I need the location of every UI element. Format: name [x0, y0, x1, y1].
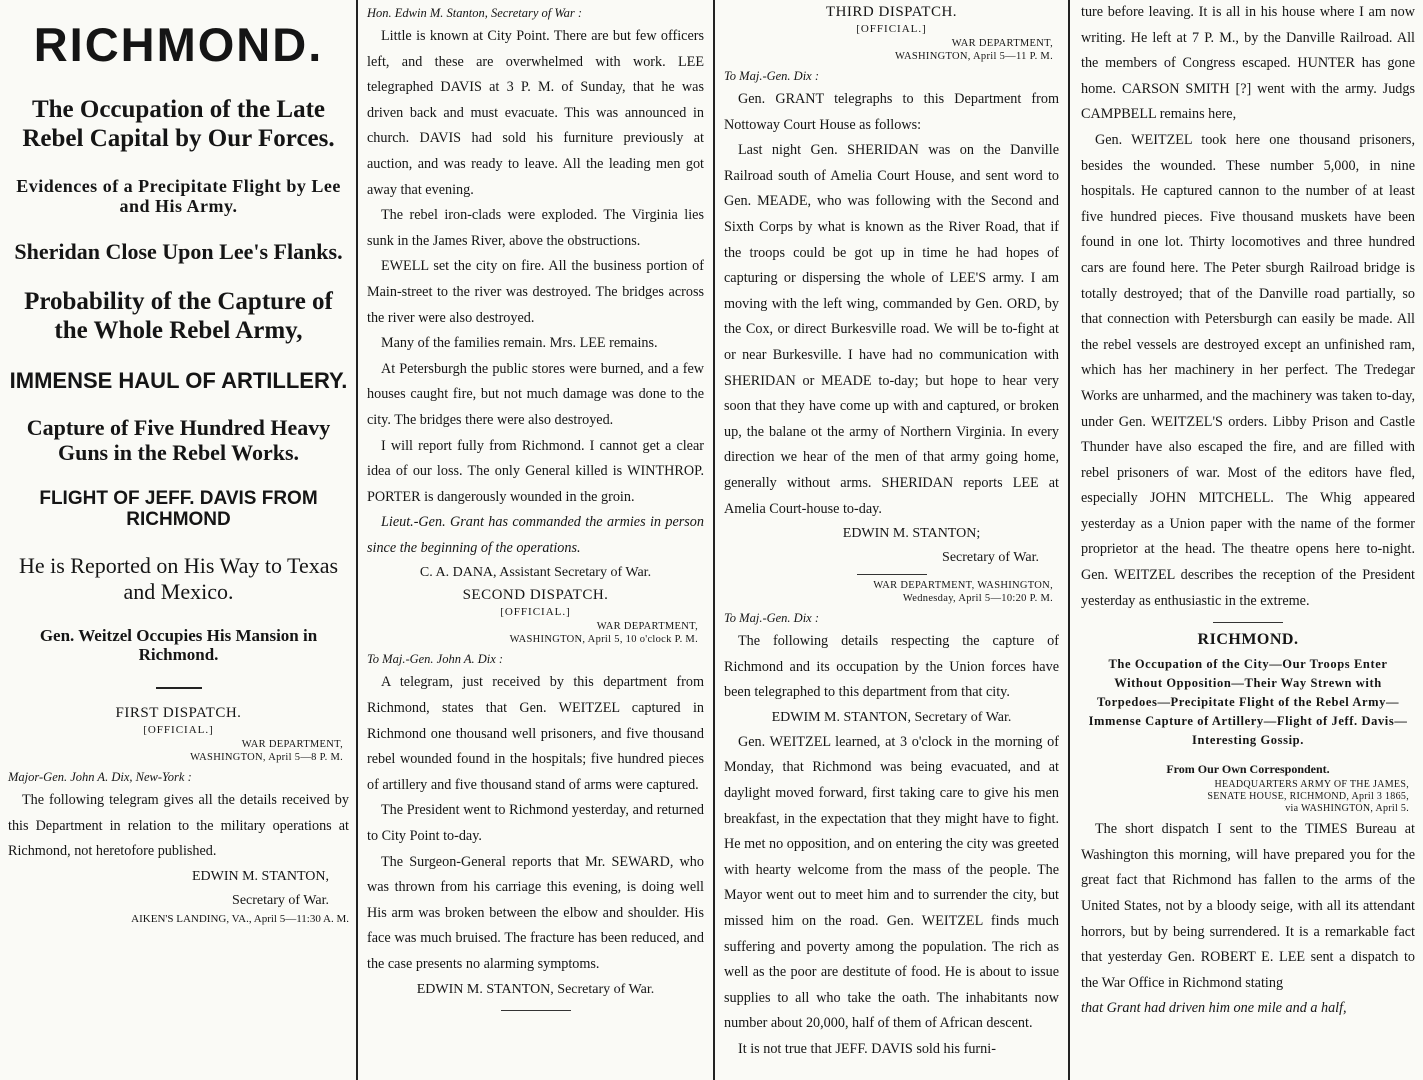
headline-weitzel: Gen. Weitzel Occupies His Mansion in Richmond.	[39, 625, 318, 665]
signature: C. A. DANA, Assistant Secretary of War.	[419, 565, 652, 581]
dateline	[8, 738, 343, 764]
column-4	[1069, 0, 1423, 1080]
signature: EDWIM M. STANTON, Secretary of War.	[771, 709, 1012, 725]
signature-title: Secretary of War.	[232, 892, 329, 908]
paragraph: The President went to Richmond yesterday, and returned to City Point to-day.	[367, 802, 704, 845]
paragraph: I will report fully from Richmond. I cannot get a clear idea of our loss. The only General killed is WINTHROP. PORTER is dangerously wounded in the groin.	[367, 437, 704, 505]
headline-probability: Probability of the Capture of the Whole Rebel Army,	[24, 288, 333, 344]
paragraph: The rebel iron-clads were exploded. The Virginia lies sunk in the James River, above the obstructions.	[367, 207, 704, 249]
divider	[156, 687, 202, 689]
dateline	[724, 579, 1053, 605]
dateline-line: via WASHINGTON, April 5.	[1285, 803, 1409, 815]
paragraph: ture before leaving. It is all in his house where I am now writing. He left at 7 P. M., by the Danville Railroad. All the members of Congress escaped. HUNTER has gone home. CARSON SMITH [?] went with the army. Judgs CAMPBELL remains here,	[1081, 4, 1415, 123]
headline-evidences: Evidences of a Precipitate Flight by Lee and His Army.	[16, 175, 341, 217]
section-headline: RICHMOND.	[1197, 631, 1299, 649]
paragraph: Many of the families remain. Mrs. LEE remains.	[381, 335, 658, 352]
paragraph: At Petersburgh the public stores were burned, and a few houses caught fire, but not much damage was done to the city. The bridges there were also destroyed.	[367, 360, 704, 428]
paragraph: The short dispatch I sent to the TIMES Bureau at Washington this morning, will have prepared you for the great fact that Richmond has fallen to the arms of the United States, not by a bloody seige, with all its attendant horrors, but by being surrendered. It is a remarkable fact that yesterday Gen. ROBERT E. LEE sent a dispatch to the War Office in Richmond stating	[1081, 821, 1415, 991]
official-label: [OFFICIAL.]	[143, 723, 214, 736]
dateline-footer: AIKEN'S LANDING, VA., April 5—11:30 A. M.	[131, 912, 349, 925]
dateline-line: WAR DEPARTMENT,	[241, 738, 343, 750]
paragraph: The following details respecting the capture of Richmond and its occupation by the Union forces have been telegraphed to this department from that city.	[724, 633, 1059, 701]
dateline-line: SENATE HOUSE, RICHMOND, April 3 1865,	[1207, 791, 1409, 803]
dateline-line: WASHINGTON, April 5—8 P. M.	[190, 751, 343, 763]
dispatch-title: THIRD DISPATCH.	[825, 4, 958, 20]
paragraph: Last night Gen. SHERIDAN was on the Danville Railroad south of Amelia Court House, and sent word to Gen. MEADE, who was following with the Second and Sixth Corps by what is known as the River Road, that if the troops could be got up in time he had hopes of capturing or dispersing the whole of LEE'S army. I am moving with the left wing, commanded by Gen. ORD, by the Cox, or direct Burkesville road. We will be to-fight at or near Burkesville. I have had no communication with SHERIDAN or MEADE to-day; but hope to hear very soon that they have come up with and captured, or broken up, the balane ot the army of Northern Virginia. In every direction we hear of the men of that army going home, generally without arms. SHERIDAN reports LEE at Amelia Court-house to-day.	[724, 142, 1059, 517]
dateline-line: HEADQUARTERS ARMY OF THE JAMES,	[1214, 779, 1409, 791]
divider	[501, 1010, 571, 1011]
paragraph: The following telegram gives all the details received by this Department in relation to the military operations at Richmond, not heretofore published.	[8, 791, 349, 860]
divider	[1213, 622, 1283, 623]
addressee: Hon. Edwin M. Stanton, Secretary of War :	[367, 6, 583, 20]
headline-occupation: The Occupation of the Late Rebel Capital by Our Forces.	[22, 96, 335, 152]
divider	[857, 574, 927, 575]
addressee: To Maj.-Gen. Dix :	[724, 611, 820, 626]
column-3	[714, 0, 1069, 1080]
headline-capture-guns: Capture of Five Hundred Heavy Guns in the Rebel Works.	[26, 415, 331, 466]
signature: EDWIN M. STANTON, Secretary of War.	[416, 981, 655, 997]
dateline	[724, 37, 1053, 63]
dateline-line: WAR DEPARTMENT, WASHINGTON,	[873, 580, 1053, 592]
headline-texas: He is Reported on His Way to Texas and Mexico.	[18, 553, 339, 604]
dateline	[1081, 779, 1409, 815]
dateline-line: WASHINGTON, April 5—11 P. M.	[894, 51, 1053, 62]
paragraph: Little is known at City Point. There are but few officers left, and these are overwhelmed with work. LEE telegraphed DAVIS at 3 P. M. of Sunday, that he was driven back and must evacuate. This was announced in church. DAVIS had sold his furniture previously at auction, and was ready to leave. All the leading men got away that evening.	[367, 28, 704, 198]
dispatch-title: SECOND DISPATCH.	[462, 587, 609, 604]
paragraph: Gen. WEITZEL took here one thousand prisoners, besides the wounded. These number 5,000, in nine hospitals. He captured cannon to the number of at least five hundred pieces. Five thousand muskets have been found in one lot. Thirty locomotives and three hundred cars are found here. The Peter sburgh Railroad bridge is totally destroyed; that of the Danville road partially, so that connection with Petersburgh can easily be made. All the rebel vessels are destroyed except an unfinished ram, which has her machinery in her perfect. The Tredegar Works are unharmed, and the machinery was taken to-day, under Gen. WEITZEL'S orders. Libby Prison and Castle Thunder have also escaped the fire, and are filled with rebel prisoners of war. Most of the editors have fled, especially JOHN MITCHELL. The Whig appeared yesterday as a Union paper with the name of the former proprietor at the head. The theatre opens here to-night. Gen. WEITZEL describes the reception of the President yesterday as enthusiastic in the extreme.	[1081, 131, 1415, 609]
addressee: To Maj.-Gen. Dix :	[724, 69, 820, 83]
official-label: [OFFICIAL.]	[856, 23, 927, 35]
dateline-line: WASHINGTON, April 5, 10 o'clock P. M.	[509, 634, 698, 646]
paragraph: EWELL set the city on fire. All the business portion of Main-street to the river was destroyed. The bridges across the river were also destroyed.	[367, 258, 704, 326]
signature-name: EDWIN M. STANTON;	[842, 526, 981, 542]
paragraph: Gen. GRANT telegraphs to this Department from Nottoway Court House as follows:	[724, 91, 1059, 133]
addressee: Major-Gen. John A. Dix, New-York :	[8, 769, 192, 784]
paragraph: Lieut.-Gen. Grant has commanded the armies in person since the beginning of the operations.	[367, 514, 704, 556]
paragraph: that Grant had driven him one mile and a half,	[1081, 1000, 1347, 1017]
dateline	[367, 620, 698, 646]
signature-title: Secretary of War.	[942, 550, 1039, 566]
paragraph: A telegram, just received by this department from Richmond, states that Gen. WEITZEL captured in Richmond one thousand well prisoners, and five thousand rebel wounded found in the hospitals; five hundred pieces of artillery and five thousand stand of arms were captured.	[367, 674, 704, 793]
addressee: To Maj.-Gen. John A. Dix :	[367, 652, 504, 667]
official-label: [OFFICIAL.]	[500, 606, 571, 619]
headline-sheridan: Sheridan Close Upon Lee's Flanks.	[14, 238, 343, 264]
dateline-line: WAR DEPARTMENT,	[596, 621, 698, 633]
column-1	[0, 0, 357, 1080]
paragraph: The Surgeon-General reports that Mr. SEWARD, who was thrown from his carriage this evening, is doing well His arm was broken between the elbow and shoulder. His face was much bruised. The fracture has been reduced, and the case presents no alarming symptoms.	[367, 853, 704, 972]
dateline-line: Wednesday, April 5—10:20 P. M.	[902, 593, 1053, 605]
section-subhead: The Occupation of the City—Our Troops Enter Without Opposition—Their Way Strewn with Torpedoes—Precipitate Flight of the Rebel Army—Immense Capture of Artillery—Flight of Jeff. Davis—Interesting Gossip.	[1088, 657, 1408, 748]
dateline-line: WAR DEPARTMENT,	[951, 38, 1053, 49]
signature-name: EDWIN M. STANTON,	[191, 868, 329, 884]
headline-artillery: IMMENSE HAUL OF ARTILLERY.	[9, 367, 348, 393]
main-headline: RICHMOND.	[33, 18, 324, 71]
dispatch-title: FIRST DISPATCH.	[115, 704, 242, 721]
headline-flight-davis: FLIGHT OF JEFF. DAVIS FROM RICHMOND	[39, 487, 318, 531]
correspondent-line: From Our Own Correspondent.	[1166, 762, 1330, 777]
column-2	[357, 0, 714, 1080]
paragraph: Gen. WEITZEL learned, at 3 o'clock in the morning of Monday, that Richmond was being evacuated, and at daylight moved forward, first taking care to give his men breakfast, in the expectation that they might have to fight. He met no opposition, and on entering the city was greeted with hearty welcome from the mass of the people. The Mayor went out to meet him and to surrender the city, but missed him on the road. Gen. WEITZEL finds much suffering and poverty among the population. The rich as well as the poor are destitute of food. He is about to issue supplies to all who take the oath. The inhabitants now number about 20,000, half of them of African descent.	[724, 733, 1059, 1032]
paragraph: It is not true that JEFF. DAVIS sold his furni-	[738, 1041, 996, 1057]
